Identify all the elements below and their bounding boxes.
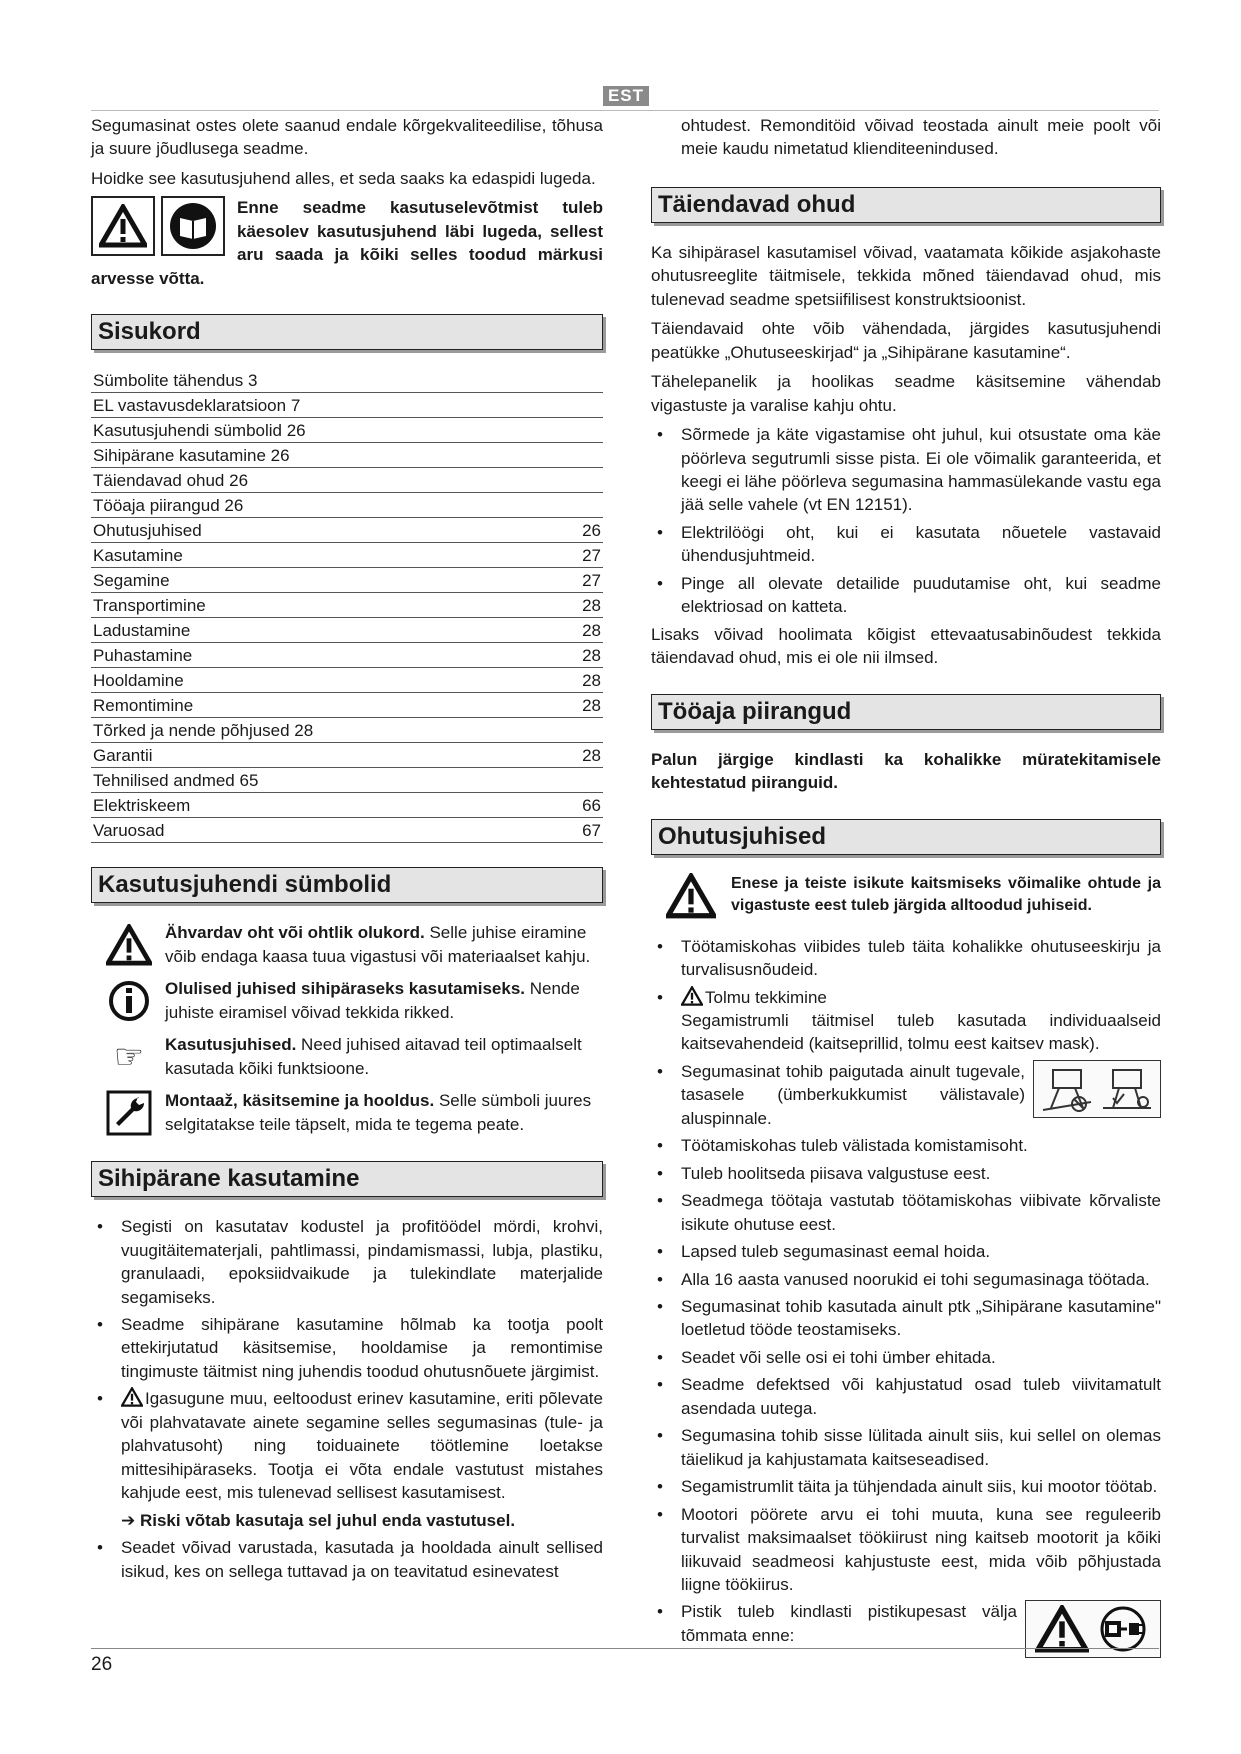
intro-warning-icons	[91, 196, 229, 256]
intro-warning-block	[91, 196, 603, 290]
intro-warning-text: Enne seadme kasutuselevõtmist tuleb käesolev kasutusjuhend läbi lugeda, sellest aru saada ja kõiki selles toodud märkusi arvesse võtta.	[91, 198, 603, 288]
toc-label: Ladustamine	[93, 621, 191, 641]
toc-row	[91, 443, 603, 468]
residual-risk-list	[651, 423, 1161, 619]
intro-paragraph-2: Hoidke see kasutusjuhend alles, et seda saaks ka edaspidi lugeda.	[91, 168, 596, 188]
unplug-text: Pistik tuleb kindlasti pistikupesast välja tõmmata enne:	[681, 1602, 1017, 1645]
symbol-danger-bold: Ähvardav oht või ohtlik olukord.	[165, 923, 425, 943]
symbol-danger-row	[101, 921, 603, 969]
toc-page: 66	[582, 796, 601, 816]
toc-page: 28	[582, 596, 601, 616]
arrow-right-icon: ➔	[121, 1510, 140, 1530]
toc-label: Kasutamine	[93, 546, 183, 566]
section-title-contents: Sisukord	[91, 314, 603, 350]
toc-row	[91, 793, 603, 818]
toc-row	[91, 493, 603, 518]
list-item: • Seadme sihipärane kasutamine hõlmab ka tootja poolt ettekirjutatud käsitsemise, hooldamise ja remontimise tingimuste täitmist ning juhendis toodud ohutusnõuete järgimist.	[91, 1313, 603, 1383]
section-title-symbols: Kasutusjuhendi sümbolid	[91, 867, 603, 903]
mixer-tipping-icon	[1039, 1064, 1095, 1114]
symbol-danger-text: Selle juhise eiramine võib endaga kaasa tuua vigastusi või materiaalset kahju.	[165, 923, 591, 966]
symbol-assembly-row	[101, 1089, 603, 1137]
dust-title: Tolmu tekkimine	[705, 987, 827, 1007]
toc-label: Tõrked ja nende põhjused 28	[93, 721, 314, 741]
toc-label: EL vastavusdeklaratsioon 7	[93, 396, 301, 416]
list-item: • Segumasinat tohib kasutada ainult ptk „Sihipärane kasutamine" loetletud tööde teostamiseks.	[651, 1295, 1161, 1342]
list-item: • Seadmega töötaja vastutab töötamiskohas viibivate kõrvaliste isikute ohutuse eest.	[651, 1189, 1161, 1236]
residual-paragraph-2: Täiendavaid ohte võib vähendada, järgides kasutusjuhendi peatükke „Ohutuseeskirjad“ ja „Sihipärane kasutamine“.	[651, 319, 1161, 362]
warning-triangle-icon	[1035, 1605, 1089, 1653]
toc-page: 28	[582, 746, 601, 766]
list-item: • Mootori pöörete arvu ei tohi muuta, kuna see reguleerib turvalist maksimaalset töökiirust ning kaitseb mootorit ja kõiki liikuvaid seadmeosi kahjustuste eest, mida võib põhjustada liigne töökiirus.	[651, 1503, 1161, 1597]
toc-row	[91, 368, 603, 393]
intended-use-list-end	[91, 1536, 603, 1583]
top-divider	[91, 110, 1159, 111]
residual-paragraph-1: Ka sihipärasel kasutamisel võivad, vaatamata kõikide asjakohaste ohutusreeglite täitmisele, tekkida mõned täiendavad ohud, mis tulenevad seadme spetsiifilisest konstruktsioonist.	[651, 242, 1161, 309]
toc-label: Puhastamine	[93, 646, 193, 666]
residual-paragraph-3: Tähelepanelik ja hoolikas seadme käsitsemine vähendab vigastuste ja varalise kahju ohtu.	[651, 372, 1161, 415]
toc-page: 27	[582, 571, 601, 591]
toc-label: Elektriskeem	[93, 796, 191, 816]
toc-label: Remontimine	[93, 696, 194, 716]
list-item: • Seadme defektsed või kahjustatud osad tuleb viivitamatult asendada uutega.	[651, 1373, 1161, 1420]
list-item: • Segisti on kasutatav kodustel ja profitöödel mördi, krohvi, vuugitäitematerjali, pahtlimassi, pindamismassi, lubja, plastiku, granulaadi, epoksiidvaikude ja tulekindlate materjalide segamiseks.	[91, 1215, 603, 1309]
toc-row	[91, 468, 603, 493]
toc-label: Garantii	[93, 746, 153, 766]
stable-surface-text: Segumasinat tohib paigutada ainult tugevale, tasasele (ümberkukkumist välistavale) aluspinnale.	[681, 1061, 1025, 1128]
page-number: 26	[91, 1654, 113, 1675]
list-item	[651, 986, 1161, 1056]
toc-row	[91, 543, 603, 568]
unplug-figure	[1025, 1600, 1161, 1658]
toc-page: 26	[582, 521, 601, 541]
toc-page: 67	[582, 821, 601, 841]
section-title-residual-risks: Täiendavad ohud	[651, 187, 1161, 223]
toc-label: Kasutusjuhendi sümbolid 26	[93, 421, 306, 441]
language-badge: EST	[603, 86, 649, 106]
symbol-hint-bold: Kasutusjuhised.	[165, 1035, 297, 1055]
pointing-hand-icon: ☞	[113, 1037, 145, 1076]
list-item	[91, 1387, 603, 1504]
toc-row	[91, 718, 603, 743]
symbol-info-bold: Olulised juhised sihipäraseks kasutamiseks.	[165, 979, 526, 999]
symbol-info-text: Nende juhiste eiramisel võivad tekkida rikked.	[165, 979, 580, 1022]
list-item: • Tuleb hoolitseda piisava valgustuse eest.	[651, 1162, 1161, 1185]
toc-row	[91, 743, 603, 768]
symbol-info-row	[101, 977, 603, 1025]
residual-paragraph-4: Lisaks võivad hoolimata kõigist ettevaatusabinõudest tekkida täiendavad ohud, mis ei ole nii ilmsed.	[651, 624, 1161, 668]
work-time-text: Palun järgige kindlasti ka kohalikke müratekitamisele kehtestatud piiranguid.	[651, 749, 1161, 793]
symbol-hint-text: Need juhised aitavad teil optimaalselt kasutada kõiki funktsioone.	[165, 1035, 582, 1078]
intro-paragraph-1: Segumasinat ostes olete saanud endale kõrgekvaliteedilise, tõhusa ja suure jõudlusega seadme.	[91, 116, 603, 159]
mixer-stable-icon	[1099, 1064, 1155, 1114]
list-item: • Segumasina tohib sisse lülitada ainult siis, kui sellel on olemas täielikud ja kahjustamata kaitseseadised.	[651, 1424, 1161, 1471]
safety-warning-text: Enese ja teiste isikute kaitsmiseks võimalike ohtude ja vigastuste eest tuleb järgida alltoodud juhiseid.	[731, 874, 1161, 914]
warning-triangle-icon	[101, 921, 157, 969]
toc-page: 28	[582, 646, 601, 666]
list-item: • Töötamiskohas viibides tuleb täita kohalikke ohutuseeskirju ja turvalisusnõudeid.	[651, 935, 1161, 982]
continuation-paragraph: ohtudest. Remonditöid võivad teostada ainult meie poolt või meie kaudu nimetatud klienditeenindused.	[681, 116, 1161, 159]
list-item: • Sõrmede ja käte vigastamise oht juhul, kui otsustate oma käe pöörleva segutrumli sisse pista. Ei ole võimalik garanteerida, et keegi ei lähe pöörleva segumasina hammasülekande vastu ega jää selle vahele (vt EN 12151).	[651, 423, 1161, 517]
list-item: • Seadet võivad varustada, kasutada ja hooldada ainult sellised isikud, kes on sellega tuttavad ja on teavitatud esinevatest	[91, 1536, 603, 1583]
left-column	[91, 114, 603, 1587]
list-item	[651, 1600, 1161, 1658]
warning-triangle-icon	[681, 986, 703, 1006]
toc-row	[91, 518, 603, 543]
toc-row	[91, 393, 603, 418]
toc-label: Sümbolite tähendus 3	[93, 371, 258, 391]
list-item	[651, 1060, 1161, 1130]
toc-page: 28	[582, 671, 601, 691]
safety-list	[651, 935, 1161, 1659]
bottom-divider	[91, 1648, 1159, 1649]
safety-warning-block	[651, 873, 1161, 923]
warning-triangle-icon	[121, 1387, 143, 1407]
list-item: • Segamistrumlit täita ja tühjendada ainult siis, kui mootor töötab.	[651, 1475, 1161, 1498]
list-item: • Alla 16 aasta vanused noorukid ei tohi segumasinaga töötada.	[651, 1268, 1161, 1291]
toc-row	[91, 668, 603, 693]
warning-triangle-icon	[651, 873, 731, 919]
table-of-contents	[91, 368, 603, 843]
toc-label: Tehnilised andmed 65	[93, 771, 259, 791]
stable-surface-figure	[1033, 1060, 1161, 1118]
unplug-icon	[1095, 1605, 1151, 1653]
risk-note	[91, 1509, 603, 1532]
read-manual-icon	[161, 196, 225, 256]
toc-label: Sihipärane kasutamine 26	[93, 446, 290, 466]
toc-row	[91, 693, 603, 718]
warning-triangle-icon	[91, 196, 155, 256]
toc-row	[91, 768, 603, 793]
section-title-safety: Ohutusjuhised	[651, 819, 1161, 855]
toc-row	[91, 593, 603, 618]
toc-page: 28	[582, 696, 601, 716]
intended-use-misuse-text: Igasugune muu, eeltoodust erinev kasutamine, eriti põlevate või plahvatavate ainete segamine selles segumasinas (tule- ja plahvatusoht) ning toiduainete töötlemine loetakse mittesihipäraseks. Tootja ei võta endale vastutust mistahes kahjude eest, mis tulenevad sellisest kasutamisest.	[121, 1389, 603, 1503]
risk-note-text: Riski võtab kasutaja sel juhul enda vastutusel.	[139, 1510, 516, 1530]
toc-label: Varuosad	[93, 821, 165, 841]
toc-label: Transportimine	[93, 596, 206, 616]
symbol-assembly-text: Selle sümboli juures selgitatakse teile täpselt, mida te tegema peate.	[165, 1091, 592, 1134]
toc-label: Ohutusjuhised	[93, 521, 202, 541]
info-icon	[101, 977, 157, 1025]
toc-label: Segamine	[93, 571, 170, 591]
section-title-intended-use: Sihipärane kasutamine	[91, 1161, 603, 1197]
toc-row	[91, 643, 603, 668]
list-item: • Töötamiskohas tuleb välistada komistamisoht.	[651, 1134, 1161, 1157]
toc-row	[91, 618, 603, 643]
symbol-assembly-bold: Montaaž, käsitsemine ja hooldus.	[165, 1091, 435, 1111]
symbol-hint-row	[101, 1033, 603, 1081]
list-item: • Elektrilöögi oht, kui ei kasutata nõuetele vastavaid ühendusjuhtmeid.	[651, 521, 1161, 568]
toc-label: Tööaja piirangud 26	[93, 496, 244, 516]
toc-label: Hooldamine	[93, 671, 184, 691]
right-column	[651, 114, 1161, 1662]
intended-use-list	[91, 1215, 603, 1504]
toc-label: Täiendavad ohud 26	[93, 471, 249, 491]
toc-row	[91, 418, 603, 443]
list-item: • Seadet või selle osi ei tohi ümber ehitada.	[651, 1346, 1161, 1369]
dust-text: Segamistrumli täitmisel tuleb kasutada individuaalseid kaitsevahendeid (kaitseprillid, tolmu eest kaitsev mask).	[681, 1011, 1161, 1054]
list-item: • Lapsed tuleb segumasinast eemal hoida.	[651, 1240, 1161, 1263]
section-title-work-time: Tööaja piirangud	[651, 694, 1161, 730]
toc-row	[91, 568, 603, 593]
toc-page: 28	[582, 621, 601, 641]
toc-row	[91, 818, 603, 843]
list-item: • Pinge all olevate detailide puudutamise oht, kui seadme elektriosad on katteta.	[651, 572, 1161, 619]
toc-page: 27	[582, 546, 601, 566]
wrench-icon	[101, 1089, 157, 1137]
